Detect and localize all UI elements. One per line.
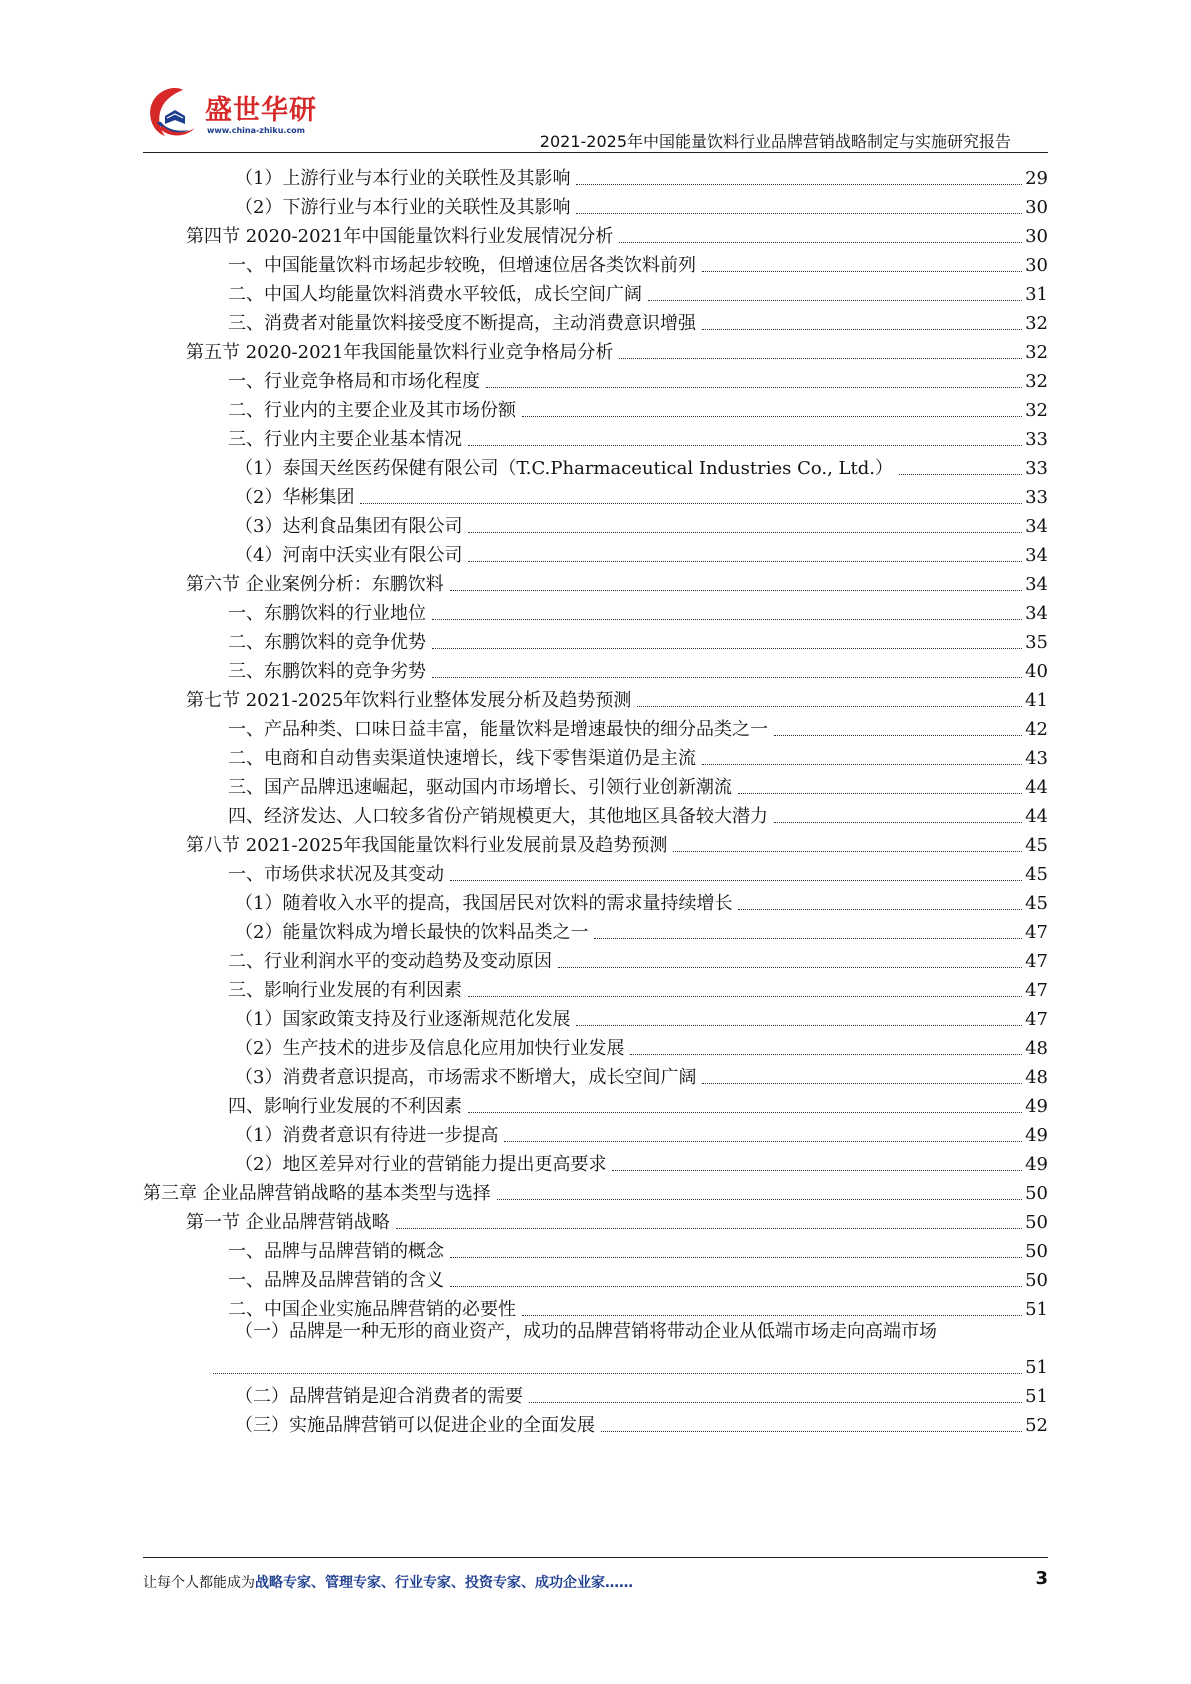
toc-entry-title: 三、东鹏饮料的竞争劣势 — [228, 661, 426, 682]
toc-leader-dots — [738, 909, 1022, 910]
toc-entry-page: 49 — [1025, 1096, 1048, 1117]
toc-entry-title: 二、中国企业实施品牌营销的必要性 — [228, 1299, 516, 1320]
toc-entry-title: 一、品牌及品牌营销的含义 — [228, 1270, 444, 1291]
toc-leader-dots — [774, 735, 1022, 736]
toc-leader-dots — [702, 329, 1022, 330]
toc-entry-page: 41 — [1025, 690, 1048, 711]
logo-url: www.china-zhiku.com — [207, 126, 306, 135]
toc-leader-dots — [522, 1315, 1022, 1316]
toc-leader-dots — [450, 880, 1022, 881]
toc-entry-title: 第五节 2020-2021年我国能量饮料行业竞争格局分析 — [186, 342, 614, 363]
toc-entry-title: 四、影响行业发展的不利因素 — [228, 1096, 462, 1117]
footer-divider — [143, 1557, 1048, 1558]
toc-entry[interactable] — [235, 508, 1048, 539]
toc-entry-page: 50 — [1025, 1183, 1048, 1204]
toc-entry[interactable] — [186, 334, 1048, 365]
toc-entry[interactable] — [228, 1233, 1048, 1264]
toc-entry-page: 42 — [1025, 719, 1048, 740]
toc-leader-dots — [450, 590, 1022, 591]
toc-entry-title: （1）国家政策支持及行业逐渐规范化发展 — [235, 1009, 571, 1030]
toc-leader-dots — [648, 300, 1022, 301]
toc-entry[interactable] — [228, 247, 1048, 278]
toc-entry-page: 32 — [1025, 313, 1048, 334]
toc-entry-title: （2）能量饮料成为增长最快的饮料品类之一 — [235, 922, 589, 943]
toc-entry-title: 一、行业竞争格局和市场化程度 — [228, 371, 480, 392]
toc-entry-page: 45 — [1025, 864, 1048, 885]
toc-entry[interactable] — [228, 856, 1048, 887]
toc-entry-page: 34 — [1025, 574, 1048, 595]
toc-entry[interactable] — [228, 653, 1048, 684]
toc-entry-title: 第一节 企业品牌营销战略 — [186, 1212, 390, 1233]
toc-leader-dots — [899, 474, 1022, 475]
toc-entry-title: （2）生产技术的进步及信息化应用加快行业发展 — [235, 1038, 625, 1059]
toc-leader-dots — [774, 822, 1022, 823]
toc-leader-dots — [702, 271, 1022, 272]
toc-entry-page: 34 — [1025, 516, 1048, 537]
toc-entry-title: 一、市场供求状况及其变动 — [228, 864, 444, 885]
page-number: 3 — [1035, 1568, 1048, 1589]
toc-entry-page: 50 — [1025, 1241, 1048, 1262]
header-divider — [143, 152, 1048, 153]
toc-entry-page: 47 — [1025, 922, 1048, 943]
toc-entry-page: 35 — [1025, 632, 1048, 653]
toc-entry-page: 32 — [1025, 371, 1048, 392]
toc-leader-dots — [450, 1257, 1022, 1258]
toc-entry-title: （1）上游行业与本行业的关联性及其影响 — [235, 168, 571, 189]
footer-slogan — [143, 1572, 633, 1592]
toc-leader-dots — [360, 503, 1022, 504]
toc-entry[interactable] — [228, 305, 1048, 336]
toc-leader-dots — [504, 1141, 1022, 1142]
toc-entry[interactable] — [228, 595, 1048, 626]
toc-entry[interactable] — [228, 392, 1048, 423]
toc-entry-title: （1）随着收入水平的提高，我国居民对饮料的需求量持续增长 — [235, 893, 733, 914]
toc-entry[interactable] — [186, 827, 1048, 858]
toc-entry-continuation[interactable] — [213, 1349, 1048, 1380]
toc-leader-dots — [702, 764, 1022, 765]
toc-entry-page: 48 — [1025, 1038, 1048, 1059]
toc-entry-page: 51 — [1025, 1386, 1048, 1407]
toc-entry[interactable] — [235, 479, 1048, 510]
toc-entry[interactable] — [235, 1117, 1048, 1148]
toc-entry-title: 二、行业利润水平的变动趋势及变动原因 — [228, 951, 552, 972]
toc-leader-dots — [738, 793, 1022, 794]
company-logo — [143, 82, 317, 146]
toc-entry[interactable] — [228, 798, 1048, 829]
toc-leader-dots — [619, 242, 1022, 243]
toc-entry-page: 52 — [1025, 1415, 1048, 1436]
toc-entry-title: 第七节 2021-2025年饮料行业整体发展分析及趋势预测 — [186, 690, 632, 711]
toc-entry-page: 34 — [1025, 603, 1048, 624]
toc-entry-page: 33 — [1025, 458, 1048, 479]
toc-entry-page: 49 — [1025, 1154, 1048, 1175]
toc-leader-dots — [468, 561, 1022, 562]
toc-entry-title: 第六节 企业案例分析：东鹏饮料 — [186, 574, 444, 595]
toc-entry-page: 30 — [1025, 197, 1048, 218]
toc-entry[interactable] — [143, 1175, 1048, 1206]
toc-entry[interactable] — [228, 363, 1048, 394]
toc-leader-dots — [396, 1228, 1022, 1229]
toc-leader-dots — [468, 445, 1022, 446]
slogan-prefix: 让每个人都能成为 — [143, 1575, 255, 1591]
toc-entry[interactable] — [235, 450, 1048, 481]
toc-entry[interactable] — [186, 218, 1048, 249]
toc-entry-page: 51 — [1025, 1357, 1048, 1378]
toc-entry[interactable] — [228, 740, 1048, 771]
toc-entry-page: 33 — [1025, 487, 1048, 508]
toc-entry-title: （2）华彬集团 — [235, 487, 355, 508]
toc-entry[interactable] — [228, 943, 1048, 974]
toc-entry-title: 三、国产品牌迅速崛起，驱动国内市场增长、引领行业创新潮流 — [228, 777, 732, 798]
toc-entry-page: 49 — [1025, 1125, 1048, 1146]
page-header — [0, 0, 1191, 160]
toc-leader-dots — [673, 851, 1022, 852]
toc-entry-page: 47 — [1025, 951, 1048, 972]
toc-entry[interactable] — [235, 1378, 1048, 1409]
toc-entry[interactable] — [235, 1030, 1048, 1061]
toc-leader-dots — [637, 706, 1022, 707]
toc-entry-page: 30 — [1025, 226, 1048, 247]
toc-entry-page: 29 — [1025, 168, 1048, 189]
toc-leader-dots — [450, 1286, 1022, 1287]
toc-leader-dots — [468, 532, 1022, 533]
toc-entry[interactable] — [235, 189, 1048, 220]
toc-entry[interactable] — [228, 1088, 1048, 1119]
toc-leader-dots — [594, 938, 1022, 939]
toc-entry[interactable] — [228, 1291, 1048, 1322]
toc-leader-dots — [432, 619, 1022, 620]
toc-entry[interactable] — [235, 1001, 1048, 1032]
toc-leader-dots — [432, 677, 1022, 678]
toc-entry-page: 45 — [1025, 893, 1048, 914]
slogan-highlight: 战略专家、管理专家、行业专家、投资专家、成功企业家…… — [255, 1575, 633, 1591]
toc-entry[interactable] — [228, 421, 1048, 452]
toc-entry-page: 32 — [1025, 342, 1048, 363]
toc-leader-dots — [468, 1112, 1022, 1113]
toc-entry[interactable] — [235, 537, 1048, 568]
toc-entry[interactable] — [228, 1262, 1048, 1293]
toc-leader-dots — [497, 1199, 1022, 1200]
toc-entry[interactable] — [235, 160, 1048, 191]
toc-entry-title: 二、电商和自动售卖渠道快速增长，线下零售渠道仍是主流 — [228, 748, 696, 769]
toc-entry-page: 32 — [1025, 400, 1048, 421]
toc-entry[interactable] — [228, 711, 1048, 742]
toc-entry-page: 44 — [1025, 777, 1048, 798]
toc-entry[interactable] — [228, 769, 1048, 800]
toc-entry-page: 40 — [1025, 661, 1048, 682]
toc-leader-dots — [486, 387, 1022, 388]
toc-leader-dots — [576, 1025, 1022, 1026]
toc-entry-page: 44 — [1025, 806, 1048, 827]
toc-leader-dots — [522, 416, 1022, 417]
toc-entry-title: （1）泰国天丝医药保健有限公司（T.C.Pharmaceutical Industries Co., Ltd.） — [235, 458, 893, 479]
toc-leader-dots — [529, 1402, 1022, 1403]
toc-entry-title: 第四节 2020-2021年中国能量饮料行业发展情况分析 — [186, 226, 614, 247]
toc-entry-page: 50 — [1025, 1212, 1048, 1233]
toc-leader-dots — [612, 1170, 1022, 1171]
toc-entry-title[interactable]: （一）品牌是一种无形的商业资产，成功的品牌营销将带动企业从低端市场走向高端市场 — [235, 1321, 937, 1342]
logo-name: 盛世华研 — [205, 95, 317, 126]
toc-entry-title: 二、行业内的主要企业及其市场份额 — [228, 400, 516, 421]
toc-entry-title: 一、品牌与品牌营销的概念 — [228, 1241, 444, 1262]
toc-entry-title: （三）实施品牌营销可以促进企业的全面发展 — [235, 1415, 595, 1436]
toc-entry-page: 43 — [1025, 748, 1048, 769]
toc-entry-title: 三、行业内主要企业基本情况 — [228, 429, 462, 450]
toc-entry[interactable] — [186, 682, 1048, 713]
toc-leader-dots — [558, 967, 1022, 968]
toc-entry[interactable] — [235, 1407, 1048, 1438]
toc-entry-title: 一、东鹏饮料的行业地位 — [228, 603, 426, 624]
toc-entry-title: 三、消费者对能量饮料接受度不断提高，主动消费意识增强 — [228, 313, 696, 334]
toc-entry-title: 三、影响行业发展的有利因素 — [228, 980, 462, 1001]
toc-leader-dots — [702, 1083, 1022, 1084]
toc-leader-dots — [576, 213, 1022, 214]
toc-entry-page: 31 — [1025, 284, 1048, 305]
toc-entry[interactable] — [228, 276, 1048, 307]
toc-entry-page: 34 — [1025, 545, 1048, 566]
toc-entry-page: 33 — [1025, 429, 1048, 450]
toc-entry-page: 30 — [1025, 255, 1048, 276]
toc-entry-title: 四、经济发达、人口较多省份产销规模更大，其他地区具备较大潜力 — [228, 806, 768, 827]
toc-entry-page: 47 — [1025, 1009, 1048, 1030]
toc-entry-page: 51 — [1025, 1299, 1048, 1320]
toc-entry-title: （3）达利食品集团有限公司 — [235, 516, 463, 537]
toc-entry[interactable] — [235, 1059, 1048, 1090]
toc-entry-title: 二、东鹏饮料的竞争优势 — [228, 632, 426, 653]
toc-entry-page: 47 — [1025, 980, 1048, 1001]
toc-entry-title: （1）消费者意识有待进一步提高 — [235, 1125, 499, 1146]
toc-entry-title: （3）消费者意识提高，市场需求不断增大，成长空间广阔 — [235, 1067, 697, 1088]
toc-leader-dots — [432, 648, 1022, 649]
toc-entry[interactable] — [235, 1146, 1048, 1177]
toc-entry[interactable] — [186, 566, 1048, 597]
toc-entry-title: （2）下游行业与本行业的关联性及其影响 — [235, 197, 571, 218]
toc-entry[interactable] — [228, 624, 1048, 655]
toc-entry-title: 一、中国能量饮料市场起步较晚，但增速位居各类饮料前列 — [228, 255, 696, 276]
toc-entry[interactable] — [235, 885, 1048, 916]
toc-leader-dots — [213, 1373, 1022, 1374]
toc-entry-title: 第八节 2021-2025年我国能量饮料行业发展前景及趋势预测 — [186, 835, 668, 856]
toc-leader-dots — [630, 1054, 1022, 1055]
toc-entry-title: 二、中国人均能量饮料消费水平较低，成长空间广阔 — [228, 284, 642, 305]
toc-entry[interactable] — [228, 972, 1048, 1003]
toc-entry-title: 第三章 企业品牌营销战略的基本类型与选择 — [143, 1183, 491, 1204]
toc-entry[interactable] — [186, 1204, 1048, 1235]
toc-entry-page: 45 — [1025, 835, 1048, 856]
toc-entry-title: （4）河南中沃实业有限公司 — [235, 545, 463, 566]
logo-emblem-icon — [143, 82, 207, 146]
toc-leader-dots — [601, 1431, 1022, 1432]
toc-entry-title: （2）地区差异对行业的营销能力提出更高要求 — [235, 1154, 607, 1175]
toc-leader-dots — [576, 184, 1022, 185]
toc-entry-page: 50 — [1025, 1270, 1048, 1291]
toc-entry-title: （二）品牌营销是迎合消费者的需要 — [235, 1386, 523, 1407]
toc-leader-dots — [468, 996, 1022, 997]
toc-entry-title: 一、产品种类、口味日益丰富，能量饮料是增速最快的细分品类之一 — [228, 719, 768, 740]
toc-leader-dots — [619, 358, 1022, 359]
report-title: 2021-2025年中国能量饮料行业品牌营销战略制定与实施研究报告 — [539, 132, 1011, 151]
toc-entry[interactable] — [235, 914, 1048, 945]
toc-entry-page: 48 — [1025, 1067, 1048, 1088]
